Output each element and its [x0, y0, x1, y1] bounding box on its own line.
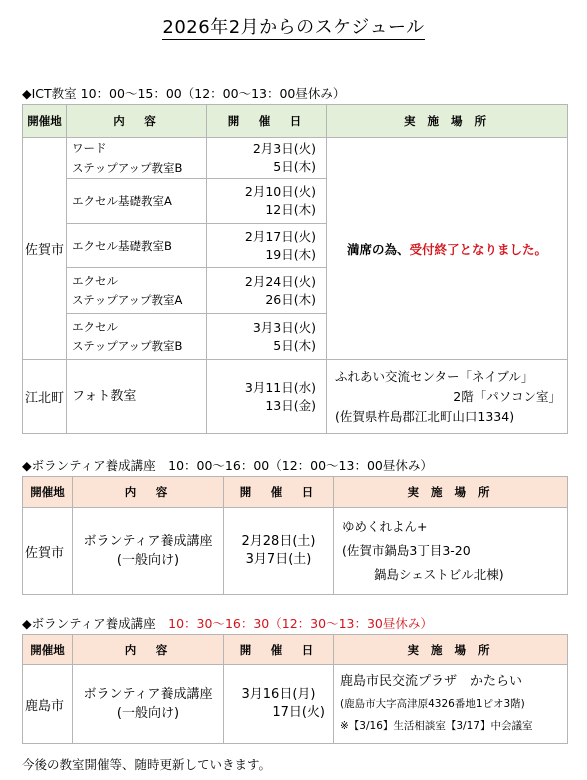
venue-cell: 鹿島市民交流プラザ かたらい (鹿島市大字高津原4326番地1ピオ3階) ※【3/16】生活相談室【3/17】中会議室 [334, 665, 568, 744]
header-content: 内 容 [73, 635, 224, 665]
volunteer2-table [22, 634, 568, 744]
content-cell: ボランティア養成講座 (一般向け) [73, 665, 224, 744]
header-dates: 開 催 日 [207, 105, 327, 138]
table-row [23, 508, 568, 595]
area-cell: 佐賀市 [23, 138, 67, 360]
volunteer2-heading-red: 10：30～16：30（12：30～13：30昼休み） [168, 616, 433, 631]
dates-cell: 2月10日(火) 12日(木) [207, 179, 327, 224]
ict-header-row [23, 105, 568, 138]
venue-cell: ふれあい交流センター「ネイブル」 2階「パソコン室」 (佐賀県杵島郡江北町山口1334) [327, 360, 568, 434]
venue-cell: ゆめくれよん+ (佐賀市鍋島3丁目3-20 鍋島シェストビル北棟) [334, 508, 568, 595]
footer-note: 今後の教室開催等、随時更新していきます。 [22, 757, 272, 772]
dates-cell: 2月3日(火) 5日(木) [207, 138, 327, 179]
volunteer2-heading: ◆ボランティア養成講座 10：30～16：30（12：30～13：30昼休み） [22, 616, 433, 631]
table-row [23, 665, 568, 744]
page-title-text: 2026年2月からのスケジュール [162, 17, 425, 38]
table-row [23, 360, 568, 434]
ict-table [22, 104, 568, 434]
header-content: 内 容 [67, 105, 207, 138]
dates-cell: 3月16日(月) 17日(火) [224, 665, 334, 744]
area-cell: 佐賀市 [23, 508, 73, 595]
volunteer1-table [22, 476, 568, 595]
table-row [23, 138, 568, 179]
header-area: 開催地 [23, 105, 67, 138]
header-area: 開催地 [23, 477, 73, 508]
header-dates: 開 催 日 [224, 477, 334, 508]
content-cell: エクセル基礎教室B [67, 224, 207, 268]
header-area: 開催地 [23, 635, 73, 665]
header-venue: 実 施 場 所 [327, 105, 568, 138]
content-cell: ボランティア養成講座 (一般向け) [73, 508, 224, 595]
area-cell: 鹿島市 [23, 665, 73, 744]
volunteer1-heading: ◆ボランティア養成講座 10：00～16：00（12：00～13：00昼休み） [22, 458, 433, 473]
content-cell: フォト教室 [67, 360, 207, 434]
dates-cell: 3月11日(水) 13日(金) [207, 360, 327, 434]
area-cell: 江北町 [23, 360, 67, 434]
header-dates: 開 催 日 [224, 635, 334, 665]
dates-cell: 2月24日(火) 26日(木) [207, 268, 327, 314]
volunteer2-header-row [23, 635, 568, 665]
page-title [0, 13, 587, 39]
dates-cell: 3月3日(火) 5日(木) [207, 314, 327, 360]
volunteer1-header-row [23, 477, 568, 508]
content-cell: エクセル ステップアップ教室A [67, 268, 207, 314]
full-notice-red: 受付終了となりました。 [409, 241, 548, 257]
dates-cell: 2月28日(土) 3月7日(土) [224, 508, 334, 595]
header-content: 内 容 [73, 477, 224, 508]
dates-cell: 2月17日(火) 19日(木) [207, 224, 327, 268]
ict-heading: ◆ICT教室 10：00～15：00（12：00～13：00昼休み） [22, 86, 346, 101]
content-cell: エクセル ステップアップ教室B [67, 314, 207, 360]
content-cell: エクセル基礎教室A [67, 179, 207, 224]
full-notice: 満席の為、受付終了となりました。 [327, 138, 568, 360]
content-cell: ワード ステップアップ教室B [67, 138, 207, 179]
header-venue: 実 施 場 所 [334, 635, 568, 665]
header-venue: 実 施 場 所 [334, 477, 568, 508]
